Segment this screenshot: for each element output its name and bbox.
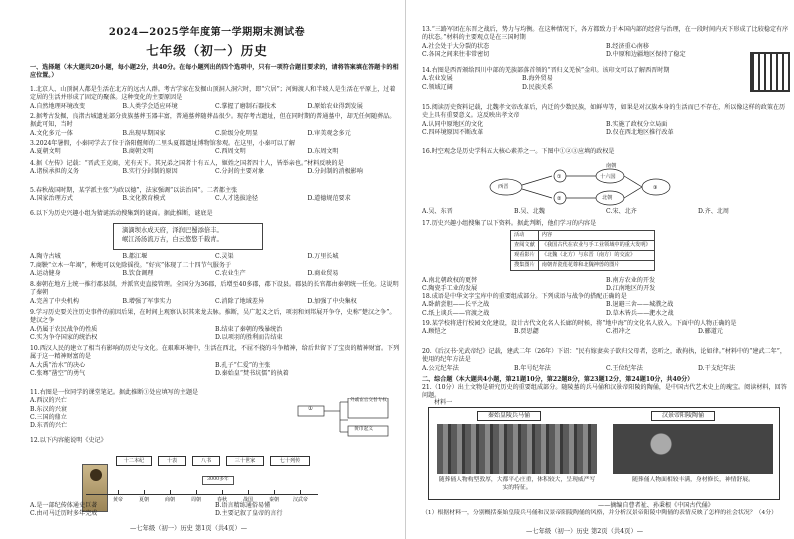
option-a[interactable]: A.公元纪年法 — [422, 364, 459, 372]
question-4 — [30, 160, 400, 177]
material-1-figure — [428, 407, 780, 500]
table-cell: 《我国古代在农业与手工业领域中的重大发明》 — [538, 241, 654, 251]
option-c[interactable]: C.由司马迁历时多年完成 — [30, 510, 98, 518]
regime-flow-diagram — [482, 168, 674, 206]
option-a[interactable]: A.国家治理方式 — [30, 195, 73, 203]
option-b[interactable]: B.海外贸易 — [522, 75, 553, 83]
diagram-center-label: 西晋 — [498, 184, 509, 190]
option-d[interactable]: D.江南地区的开发 — [606, 285, 656, 293]
diagram-node-label: 十六国 — [600, 174, 616, 180]
question-6-options — [30, 253, 400, 261]
question-10-stem: 10.西汉人民的建立了相当有影响的历史与文化。在艰难环境中，生活在西北，不屈不挠的斗争精神，给后世留下了宝贵的精神财富。下列属于这一精神财富的是 — [30, 345, 400, 361]
timeline-tick — [170, 490, 171, 494]
terracotta-warriors-photo — [437, 424, 597, 474]
exam-title: 2024—2025学年度第一学期期末测试卷 — [108, 27, 306, 38]
option-a[interactable]: A.文化多元一体 — [30, 129, 73, 137]
question-12-stem: 12.以下内容能说明《史记》 — [30, 437, 107, 444]
option-a[interactable]: A.吴、东晋 — [422, 208, 453, 215]
question-9-options — [30, 326, 400, 343]
timeline-label: 春秋 — [217, 497, 228, 503]
option-c[interactable]: C.三国的鼎立 — [30, 413, 67, 421]
option-d[interactable]: D.齐、北周 — [698, 208, 729, 215]
yangling-figurines-photo — [613, 424, 773, 474]
timeline-label: 汉武帝 — [293, 497, 309, 503]
option-a[interactable]: A.顾恺之 — [422, 328, 447, 336]
option-d[interactable]: D.中原和边疆地区保持了稳定 — [606, 50, 686, 58]
question-17-stem: 17.历史兴趣小组搜集了以下资料。据此判断，他们学习的内容是 — [422, 220, 597, 227]
option-a[interactable]: A.西汉的兴亡 — [30, 397, 67, 405]
svg-text:①: ① — [557, 174, 562, 180]
timeline-box: 八书 — [192, 456, 220, 466]
diagram-node-label: 北朝 — [602, 195, 613, 201]
question-19-options — [422, 328, 790, 336]
riddle-line-2: 岷江汤汤流万古，白云悠悠千载青。 — [122, 236, 223, 244]
timeline-tick — [144, 490, 145, 494]
note-box-3: 黄巾起义 — [354, 427, 374, 432]
option-c[interactable]: C.陶瓷手工业的发展 — [422, 285, 478, 293]
option-c[interactable]: C.消除了地域差异 — [215, 297, 265, 305]
question-19-stem: 19.某学校将进行校园文化建设，设计古代文化名人长廊的时候，将“地中海”的文化名人放入。下面中的人物正确的是 — [422, 320, 737, 327]
question-2-options — [30, 130, 400, 138]
option-c[interactable]: C.王位纪年法 — [606, 364, 643, 372]
right-page — [414, 0, 794, 539]
option-b[interactable]: B.孔子“仁爱”的主张 — [215, 361, 271, 369]
question-12-options — [30, 502, 400, 519]
question-4-options — [30, 168, 400, 176]
option-a[interactable]: A.农业发展 — [422, 75, 453, 83]
timeline-tick — [118, 490, 119, 494]
option-a[interactable]: A.大禹“治水”的决心 — [30, 361, 86, 369]
svg-text:③: ③ — [653, 185, 658, 191]
option-d[interactable]: D.草木皆兵——淝水之战 — [606, 309, 674, 317]
question-6-stem: 6.以下为历史兴趣小组为猜谜活动搜集到的谜面。据此推断，谜底是 — [30, 210, 213, 217]
option-a[interactable]: A.南北朝政权的更替 — [422, 277, 478, 284]
question-15 — [422, 104, 790, 137]
page-footer-1: —七年级（初一）历史 第1页（共4页）— — [130, 525, 248, 532]
question-1-stem: 1.北京人、山顶洞人都是生活在北方的远古人群。考古学家在发掘山顶洞人洞穴时，即“穴居”；河姆渡人和半坡人是生活在平原上，过着定居的生活并形成了固定的聚落。这种变化的主要原因是 — [30, 86, 396, 102]
timeline-tick — [222, 490, 223, 494]
figure-caption: 随葬俑人物构型敦厚，大都平心庄重，体积较大，呈现威严写实的特征。 — [438, 477, 596, 492]
note-box-1: ① — [308, 406, 313, 412]
timeline-label: 秦朝 — [269, 497, 280, 503]
option-a[interactable]: A.卧薪尝胆——长平之战 — [422, 301, 490, 309]
table-header-cell: 内容 — [538, 231, 654, 241]
question-14 — [422, 67, 742, 92]
class-note-diagram — [296, 398, 392, 438]
question-9-stem: 9.学习历史要关注历史事件的前因后果，在时间上观察认识其来龙去脉。推断，吴广起义之后，项羽和刘邦展开争夺，史称“楚汉之争”。楚汉之争 — [30, 309, 396, 325]
timeline-box: 七十列传 — [270, 456, 310, 466]
question-5-stem: 5.春秋战国时期，某学派主张“为政以德”，法家强调“以法治国”。二者都主张 — [30, 187, 238, 194]
option-d[interactable]: D.审美观念多元 — [307, 129, 351, 137]
option-d[interactable]: D.以项羽的胜利而告结束 — [215, 333, 283, 341]
material-1-label: 材料一 — [434, 399, 453, 406]
question-18-stem: 18.成语是中华文字宝库中的重要组成部分。下列成语与战争的搭配正确的是 — [422, 293, 627, 300]
option-c[interactable]: C.领域辽阔 — [422, 83, 453, 91]
question-8 — [30, 281, 400, 306]
question-18 — [422, 293, 790, 318]
question-19 — [422, 320, 790, 337]
option-b[interactable]: B.饮食调理 — [122, 270, 154, 278]
option-d[interactable]: D.东周文明 — [307, 148, 339, 156]
option-a[interactable]: A.诸侯承担的义务 — [30, 168, 79, 176]
option-c[interactable]: C.灵渠 — [215, 253, 234, 260]
option-b[interactable]: B.结束了秦朝的残暴统治 — [215, 325, 283, 333]
timeline-box: 十二本纪 — [116, 456, 152, 466]
option-b[interactable]: B.增强了军事实力 — [122, 297, 172, 305]
riddle-line-1: 滴滴坝水成天府，泽润巴蜀添倍丰。 — [122, 227, 223, 234]
option-b[interactable]: B.退避三舍——城濮之战 — [606, 301, 674, 309]
question-16-options — [422, 208, 790, 216]
option-c[interactable]: C.掌握了磨制石器技术 — [215, 102, 277, 110]
figure-caption-title: 汉景帝阳陵陶俑 — [651, 411, 715, 421]
question-18-options — [422, 301, 790, 318]
option-a[interactable]: A.社会处于大分裂的状态 — [422, 42, 490, 50]
question-1-options — [30, 103, 400, 111]
option-a[interactable]: A.陶寺古城 — [30, 253, 61, 260]
option-b[interactable]: B.文化教育模式 — [122, 195, 166, 203]
question-8-stem: 8.秦朝在地方上统一推行郡县制，并派官吏直接管理。全国分为36郡，后增至40多郡，郡下设县。郡县的长官都由秦朝统一任免。这说明了秦朝 — [30, 281, 399, 297]
question-2 — [30, 113, 400, 138]
option-c[interactable]: C.实为争夺国家的统治权 — [30, 333, 98, 341]
option-d[interactable]: D.民族关系 — [522, 83, 553, 91]
option-c[interactable]: C.分封的主要对象 — [215, 168, 265, 176]
option-b[interactable]: B.吴、北魏 — [514, 208, 545, 215]
question-7-stem: 7.商鞅“立木一年竭”，种地可以免除徭役。“好宾”体现了二十四节气服务于 — [30, 262, 232, 269]
question-20-options — [422, 365, 790, 373]
table-cell: 《北魏（北方）与东晋（南方）的交流》 — [538, 251, 654, 261]
table-header-cell: 活动 — [511, 231, 539, 241]
table-cell: 查阅文献 — [511, 241, 539, 251]
option-a[interactable]: A.认同中原地区的文化 — [422, 120, 484, 128]
page-footer-2: —七年级（初一）历史 第2页（共4页）— — [526, 528, 644, 535]
question-5-options — [30, 195, 400, 203]
question-7-options — [30, 270, 400, 278]
option-b[interactable]: B.经济重心南移 — [606, 42, 649, 50]
timeline-label: 商朝 — [165, 497, 176, 503]
figure-caption: 随葬俑人物面相较丰满，身材修长，神情舒展。 — [632, 477, 754, 483]
option-c[interactable]: C.张骞“凿空”的勇气 — [30, 369, 86, 377]
question-14-stem: 14.右图是西晋颁给四川中部的羌族部落首领的“晋归义羌侯”金印。该印文可以了解西晋时期 — [422, 67, 670, 74]
timeline-box: 十表 — [158, 456, 186, 466]
question-11-stem: 11.右图是一位同学的课堂笔记。据此推断①处应填写的主题是 — [30, 389, 199, 396]
question-1 — [30, 86, 400, 111]
question-17-options — [422, 277, 790, 294]
option-c[interactable]: C.祖冲之 — [606, 328, 631, 336]
option-c[interactable]: C.宋、北齐 — [606, 208, 637, 215]
timeline-axis — [86, 494, 318, 495]
question-15-stem: 15.阅读历史资料记载，北魏孝文帝改革后，内迁的少数民族，如鲜卑等，如果是对汉族本身的生活而已不存在，所以像这样的政策在历史上具有重要意义。这反映出孝文帝 — [422, 104, 786, 120]
timeline-tick — [248, 490, 249, 494]
diagram-node-label: 南朝 — [606, 163, 617, 169]
note-box-2: 外戚宦官交替专权 — [350, 398, 387, 403]
option-c[interactable]: C.人才选拔途径 — [215, 195, 258, 203]
option-b[interactable]: B.语言精练通俗易懂 — [215, 502, 271, 509]
question-5 — [30, 187, 400, 204]
option-c[interactable]: C.各国之间来往非常密切 — [422, 50, 490, 58]
gold-seal-image — [750, 52, 790, 92]
option-a[interactable]: A.自然地理环境改变 — [30, 102, 86, 110]
material-source: ——摘编自曹者祉、孙秉根《中国古代俑》 — [598, 502, 714, 509]
timeline-label: 夏朝 — [139, 497, 150, 503]
question-20-stem: 20.《后汉书·光武帝纪》记载，建武二年（26年）下诏：“民有嫁妻卖子欲归父母者，恣听之，敢拘执，论如律。”材料中的“建武二年”，使用的纪年方法是 — [422, 348, 786, 364]
option-d[interactable]: D.主要记叙了皇帝的言行 — [215, 510, 283, 518]
option-d[interactable]: D.仅在西北地区推行改革 — [606, 128, 674, 136]
question-2-stem: 2.据考古发掘，良渚古城遗址部分贵族墓葬玉器丰富，普通墓葬随葬品很少。现存考古遗址，但在同时期的普通墓中，却无任何随葬品。据此可知，当时 — [30, 113, 396, 129]
option-b[interactable]: B.年号纪年法 — [514, 364, 551, 372]
timeline-tick — [274, 490, 275, 494]
table-row — [511, 241, 655, 251]
option-c[interactable]: C.西周文明 — [215, 148, 246, 156]
option-a[interactable]: A.完善了中央机构 — [30, 297, 79, 305]
riddle-box — [113, 223, 263, 250]
option-d[interactable]: D.秦始皇“焚书坑儒”的执着 — [215, 369, 289, 377]
option-b[interactable]: B.实行分封制的原因 — [122, 168, 178, 176]
option-c[interactable]: C.四环境原因不断改革 — [422, 128, 484, 136]
question-13-stem: 13.“三路军团在东晋之战后，势力与均衡。在这种情况下，各方都致力于本国内部的经营与治理，在一段时间内天下形成了比较稳定有序的状态。”材料的主要观点是在三国时期 — [422, 26, 789, 42]
materials-table — [510, 230, 655, 271]
table-cell: 搜集图片 — [511, 261, 539, 271]
option-b[interactable]: B.商朝文明 — [122, 148, 154, 156]
option-d[interactable]: D.干支纪年法 — [698, 364, 736, 372]
table-cell: 观看影片 — [511, 251, 539, 261]
timeline-label: 周朝 — [191, 497, 202, 503]
option-d[interactable]: D.道德规范要求 — [307, 195, 351, 203]
option-d[interactable]: D.东晋的兴亡 — [30, 422, 68, 430]
question-15-options — [422, 121, 790, 138]
option-d[interactable]: D.郦道元 — [698, 328, 723, 336]
svg-text:②: ② — [557, 196, 562, 202]
option-c[interactable]: C.阶级分化明显 — [215, 129, 258, 137]
question-21-intro: 21.（10分）出土文物是研究历史的重要组成部分。随陵墓的兵马俑和汉景帝阳陵的陶俑，是中国古代艺术史上的瑰宝。阅读材料，回答问题。 — [422, 384, 787, 400]
option-d[interactable]: D.分封制的消极影响 — [307, 168, 363, 176]
table-cell: 南朝青瓷莲花尊和北魏神兽的图片 — [538, 261, 654, 271]
table-header-row — [511, 231, 655, 241]
option-d[interactable]: D.商业贸易 — [307, 270, 339, 278]
question-8-options — [30, 298, 400, 306]
option-d[interactable]: D.万里长城 — [307, 253, 339, 260]
question-16-stem: 16.时空观念是历史学科五大核心素养之一。下图中①②③应填的政权是 — [422, 148, 615, 155]
timeline-box: 三十世家 — [226, 456, 264, 466]
question-13-options — [422, 43, 790, 60]
option-b[interactable]: B.人类学会适应环境 — [122, 102, 178, 110]
exam-subject: 七年级（初一）历史 — [146, 43, 268, 58]
option-b[interactable]: B.贾思勰 — [514, 328, 539, 336]
option-b[interactable]: B.东汉的兴衰 — [30, 405, 67, 413]
option-c[interactable]: C.农业生产 — [215, 270, 246, 278]
question-7 — [30, 262, 400, 279]
timeline-tick — [196, 490, 197, 494]
option-b[interactable]: B.都江堰 — [122, 253, 148, 260]
timeline-label: 战国 — [243, 497, 254, 503]
option-d[interactable]: D.原始农业得到发展 — [307, 102, 363, 110]
question-10-options — [30, 362, 400, 379]
option-d[interactable]: D.加强了中央集权 — [307, 297, 357, 305]
question-14-options — [422, 75, 622, 92]
option-a[interactable]: A.夏朝文明 — [30, 148, 61, 156]
option-a[interactable]: A.运动健身 — [30, 270, 61, 278]
question-9 — [30, 309, 400, 342]
option-c[interactable]: C.纸上谈兵——官渡之战 — [422, 309, 490, 317]
section-1-heading: 一、选择题（本大题共20小题，每小题2分，共40分。在每小题列出的四个选项中，只有一项符合题目要求的，请将答案填在答题卡的相应位置。） — [30, 64, 399, 80]
question-4-stem: 4.据《左传》记载：“晋武王克商，光有天下。其兄弟之国者十有五人，姬姓之国者四十人，皆举亲也。”材料反映的是 — [30, 160, 344, 167]
question-20 — [422, 348, 790, 373]
question-13 — [422, 26, 790, 59]
question-3 — [30, 140, 400, 157]
option-b[interactable]: B.南方农业的开发 — [606, 277, 656, 284]
question-11 — [30, 389, 290, 430]
option-b[interactable]: B.实施了政权分立局面 — [606, 120, 668, 128]
figure-caption-title: 秦始皇陵兵马俑 — [477, 411, 541, 421]
question-21-part-1: （1）根据材料一，分别概括秦始皇陵兵马俑和汉景帝阳陵陶俑的风格，并分析汉景帝阳陵中陶俑的表情反映了怎样的社会状况？（4分） — [422, 510, 778, 516]
section-2-heading: 二、综合题（本大题共4小题，第21题10分，第22题8分，第23题12分，第24题10分，共40分） — [422, 376, 694, 383]
timeline-label: 黄帝 — [113, 497, 124, 503]
question-3-stem: 3.2024年暑假，小秦同学去了位于洛阳偃师的二里头夏都遗址博物馆参观。在这里，小秦可以了解 — [30, 140, 296, 147]
timeline-tick — [300, 490, 301, 494]
option-a[interactable]: A.仍属于农民战争的性质 — [30, 325, 98, 333]
question-10 — [30, 345, 400, 378]
timeline-span-label: 3000多年 — [202, 476, 234, 485]
question-3-options — [30, 148, 400, 156]
option-a[interactable]: A.是一部纪传体通史巨著 — [30, 502, 98, 509]
table-row — [511, 251, 655, 261]
table-row — [511, 261, 655, 271]
option-b[interactable]: B.出现早期国家 — [122, 129, 166, 137]
